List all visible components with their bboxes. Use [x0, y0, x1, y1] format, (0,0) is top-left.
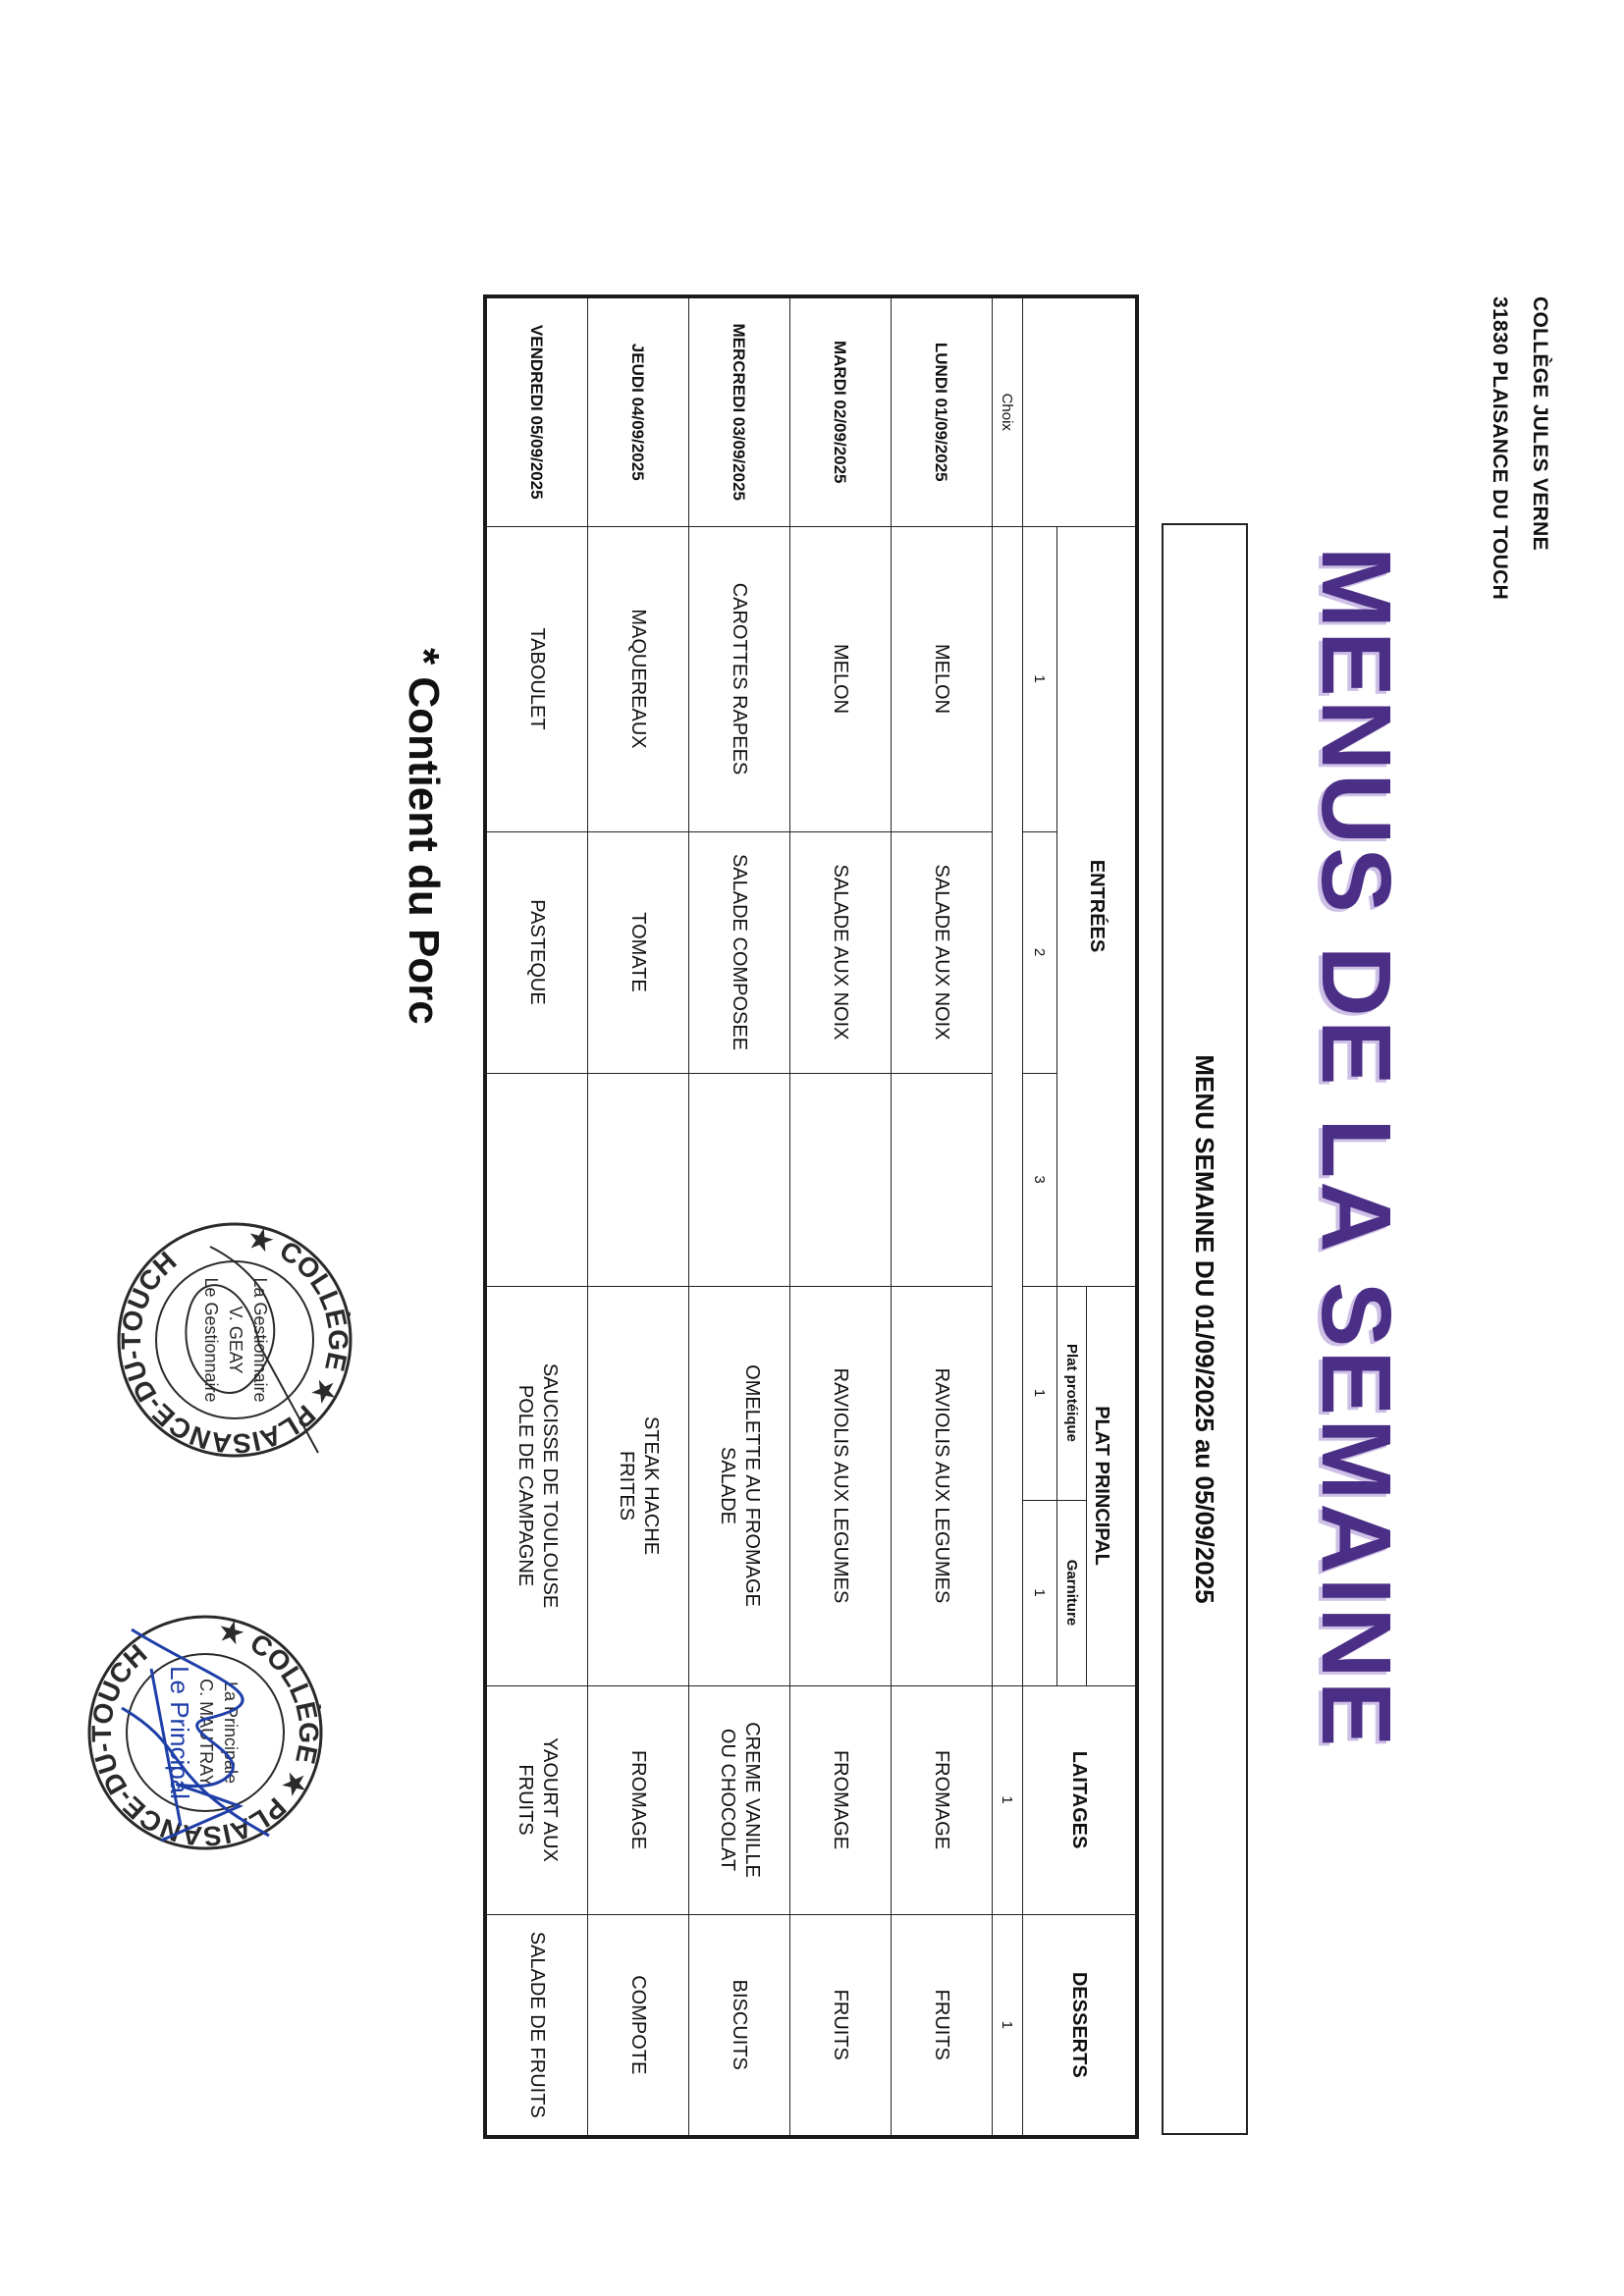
- day-label: MARDI 02/09/2025: [790, 296, 892, 526]
- entree-2: TOMATE: [588, 831, 689, 1073]
- corner-cell: [1023, 296, 1138, 526]
- choix-label: Choix: [993, 296, 1023, 526]
- day-row: [892, 296, 993, 2137]
- entree-2: PASTEQUE: [485, 831, 588, 1073]
- school-address: 31830 PLAISANCE DU TOUCH: [1489, 296, 1511, 601]
- day-label: VENDREDI 05/09/2025: [485, 296, 588, 526]
- entree-1: MELON: [790, 526, 892, 831]
- day-row: [485, 296, 588, 2137]
- day-row: [588, 296, 689, 2137]
- header-garniture: Garniture: [1057, 1500, 1087, 1685]
- header-laitages: LAITAGES: [1023, 1685, 1138, 1914]
- plat-principal: SAUCISSE DE TOULOUSE POLE DE CAMPAGNE: [485, 1286, 588, 1685]
- choice-entree-3: 3: [1023, 1073, 1057, 1286]
- plat-principal: OMELETTE AU FROMAGE SALADE: [689, 1286, 790, 1685]
- stamp-ring-text: ★ COLLÈGE ★ PLAISANCE-DU-TOUCH: [115, 1221, 354, 1460]
- dessert: FRUITS: [790, 1914, 892, 2137]
- entree-1: MAQUEREAUX: [588, 526, 689, 831]
- laitage: FROMAGE: [588, 1685, 689, 1914]
- dessert: BISCUITS: [689, 1914, 790, 2137]
- header-plat-proteique: Plat protéique: [1057, 1286, 1087, 1500]
- stamp-signature-label: Le Gestionnaire: [201, 1277, 221, 1403]
- entree-3: [689, 1073, 790, 1286]
- choice-dessert-1: 1: [993, 1914, 1023, 2137]
- dessert: FRUITS: [892, 1914, 993, 2137]
- plat-principal: RAVIOLIS AUX LEGUMES: [790, 1286, 892, 1685]
- gestionnaire-stamp: [112, 1217, 357, 1463]
- entree-3: [588, 1073, 689, 1286]
- choice-entree-1: 1: [1023, 526, 1057, 831]
- day-label: MERCREDI 03/09/2025: [689, 296, 790, 526]
- day-row: [790, 296, 892, 2137]
- entree-3: [485, 1073, 588, 1286]
- stamp-role: La Principale: [221, 1681, 241, 1785]
- header-desserts: DESSERTS: [1023, 1914, 1138, 2137]
- laitage: YAOURT AUX FRUITS: [485, 1685, 588, 1914]
- plat-principal: STEAK HACHE FRITES: [588, 1286, 689, 1685]
- entree-2: SALADE COMPOSEE: [689, 831, 790, 1073]
- school-name: COLLÈGE JULES VERNE: [1529, 296, 1551, 551]
- stamp-person: C. MAUTRAY: [196, 1679, 216, 1787]
- menu-table: [483, 294, 1139, 2139]
- entree-2: SALADE AUX NOIX: [790, 831, 892, 1073]
- header-plat-principal: PLAT PRINCIPAL: [1087, 1286, 1138, 1685]
- entree-1: CAROTTES RAPEES: [689, 526, 790, 831]
- week-label: MENU SEMAINE DU 01/09/2025 au 05/09/2025: [1190, 1054, 1220, 1604]
- stamp-signature-label: Le Principal: [165, 1666, 194, 1799]
- dessert: SALADE DE FRUITS: [485, 1914, 588, 2137]
- choice-laitage-1: 1: [993, 1685, 1023, 1914]
- page-title: MENUS DE LA SEMAINE: [1301, 546, 1411, 1750]
- laitage: CREME VANILLE OU CHOCOLAT: [689, 1685, 790, 1914]
- choice-spacer: [993, 526, 1023, 1685]
- day-label: JEUDI 04/09/2025: [588, 296, 689, 526]
- week-banner: [1162, 523, 1248, 2135]
- entree-3: [790, 1073, 892, 1286]
- laitage: FROMAGE: [790, 1685, 892, 1914]
- day-label: LUNDI 01/09/2025: [892, 296, 993, 526]
- entree-1: MELON: [892, 526, 993, 831]
- stamp-ring-text: ★ COLLÈGE ★ PLAISANCE-DU-TOUCH: [85, 1614, 325, 1852]
- entree-2: SALADE AUX NOIX: [892, 831, 993, 1073]
- stamp-role: La Gestionnaire: [250, 1277, 270, 1403]
- header-entrees: ENTRÉES: [1057, 526, 1138, 1286]
- pork-footnote: * Contient du Porc: [400, 648, 448, 1025]
- entree-3: [892, 1073, 993, 1286]
- choice-garniture-1: 1: [1023, 1500, 1057, 1685]
- day-row: [689, 296, 790, 2137]
- laitage: FROMAGE: [892, 1685, 993, 1914]
- stamp-person: V. GEAY: [226, 1306, 245, 1374]
- principal-stamp: [82, 1610, 328, 1855]
- entree-1: TABOULET: [485, 526, 588, 831]
- choice-plat-1: 1: [1023, 1286, 1057, 1500]
- dessert: COMPOTE: [588, 1914, 689, 2137]
- plat-principal: RAVIOLIS AUX LEGUMES: [892, 1286, 993, 1685]
- choice-entree-2: 2: [1023, 831, 1057, 1073]
